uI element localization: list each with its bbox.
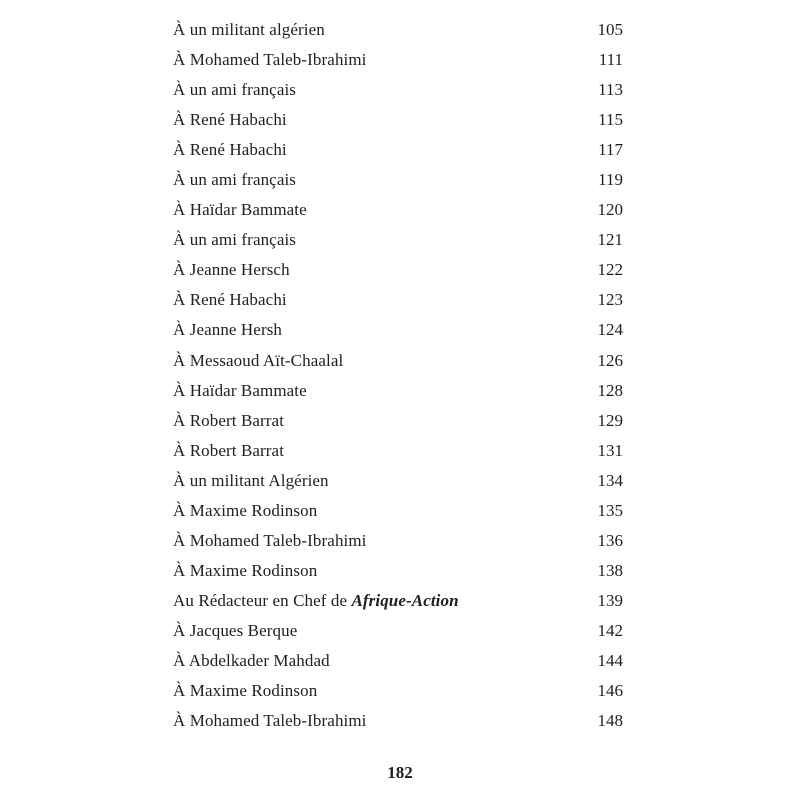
toc-entry-title: À Maxime Rodinson [173, 681, 318, 701]
toc-entry-title: À Maxime Rodinson [173, 560, 318, 580]
toc-entry-page: 113 [598, 80, 623, 100]
toc-entry [173, 616, 623, 646]
toc-entry [173, 586, 623, 616]
toc-entry-page: 105 [597, 20, 623, 39]
toc-entry [173, 135, 623, 165]
toc-entry [173, 346, 623, 376]
toc-entry [173, 676, 623, 706]
toc-entry [173, 436, 623, 466]
toc-entry [173, 315, 623, 345]
toc-entry-page: 138 [597, 560, 623, 580]
toc-entry-page: 121 [597, 230, 623, 250]
toc-entry-title: À Jacques Berque [173, 620, 298, 640]
toc-entry-page: 134 [597, 470, 623, 490]
toc-entry [173, 165, 623, 195]
toc-entry-page: 129 [597, 410, 623, 430]
toc-entry-page: 123 [597, 290, 623, 310]
toc-entry-page: 111 [598, 50, 623, 70]
page-number: 182 [387, 763, 413, 782]
toc-entry-page: 120 [597, 200, 623, 220]
toc-entry [173, 105, 623, 135]
table-of-contents [173, 15, 623, 736]
toc-entry-title: À Jeanne Hersh [173, 320, 283, 340]
toc-entry-title: À Mohamed Taleb-Ibrahimi [173, 530, 367, 550]
newspaper-title: Afrique-Action [351, 590, 459, 610]
toc-entry-page: 122 [597, 260, 623, 280]
toc-entry-page: 135 [597, 500, 623, 520]
toc-entry-title: À René Habachi [173, 110, 287, 130]
toc-entry-title: À René Habachi [173, 140, 287, 160]
toc-entry [173, 376, 623, 406]
toc-entry-title: À Abdelkader Mahdad [173, 650, 330, 670]
toc-entry [173, 255, 623, 285]
toc-entry [173, 45, 623, 75]
toc-entry-page: 119 [598, 170, 623, 190]
toc-entry [173, 225, 623, 255]
toc-entry-title: À Robert Barrat [173, 440, 285, 460]
toc-entry-page: 146 [597, 681, 623, 701]
toc-entry-page: 148 [597, 711, 623, 731]
toc-entry-page: 117 [598, 140, 623, 160]
toc-entry [173, 15, 623, 45]
toc-entry-title [173, 586, 459, 616]
toc-entry-page: 131 [597, 440, 623, 460]
toc-entry-title: À un militant Algérien [173, 470, 329, 490]
toc-entry-title: À René Habachi [173, 290, 287, 310]
toc-entry-title: À un militant algérien [173, 20, 325, 39]
toc-entry [173, 556, 623, 586]
toc-entry-page: 139 [597, 590, 623, 610]
toc-entry-title: À un ami français [173, 80, 297, 100]
toc-entry-title: À Haïdar Bammate [173, 200, 307, 220]
toc-entry-title: À Mohamed Taleb-Ibrahimi [173, 711, 367, 731]
toc-entry [173, 75, 623, 105]
toc-entry-title: À Messaoud Aït-Chaalal [173, 350, 344, 370]
toc-entry [173, 466, 623, 496]
toc-entry [173, 195, 623, 225]
toc-entry-page: 142 [597, 620, 623, 640]
toc-entry [173, 406, 623, 436]
toc-entry-title: À Robert Barrat [173, 410, 285, 430]
toc-entry-title: À Maxime Rodinson [173, 500, 318, 520]
toc-entry-title: À un ami français [173, 230, 297, 250]
toc-entry [173, 526, 623, 556]
toc-entry-title-text: Au Rédacteur en Chef de [173, 590, 352, 610]
toc-entry-page: 128 [597, 380, 623, 400]
toc-entry-title: À un ami français [173, 170, 297, 190]
toc-entry [173, 646, 623, 676]
toc-entry [173, 496, 623, 526]
toc-entry-page: 124 [597, 320, 623, 340]
toc-entry-title: À Jeanne Hersch [173, 260, 290, 280]
toc-entry [173, 285, 623, 315]
toc-entry-page: 144 [597, 650, 623, 670]
toc-entry [173, 706, 623, 736]
toc-entry-page: 126 [597, 350, 623, 370]
toc-entry-page: 136 [597, 530, 623, 550]
toc-entry-title: À Mohamed Taleb-Ibrahimi [173, 50, 367, 70]
toc-entry-page: 115 [598, 110, 623, 130]
toc-entry-title: À Haïdar Bammate [173, 380, 307, 400]
